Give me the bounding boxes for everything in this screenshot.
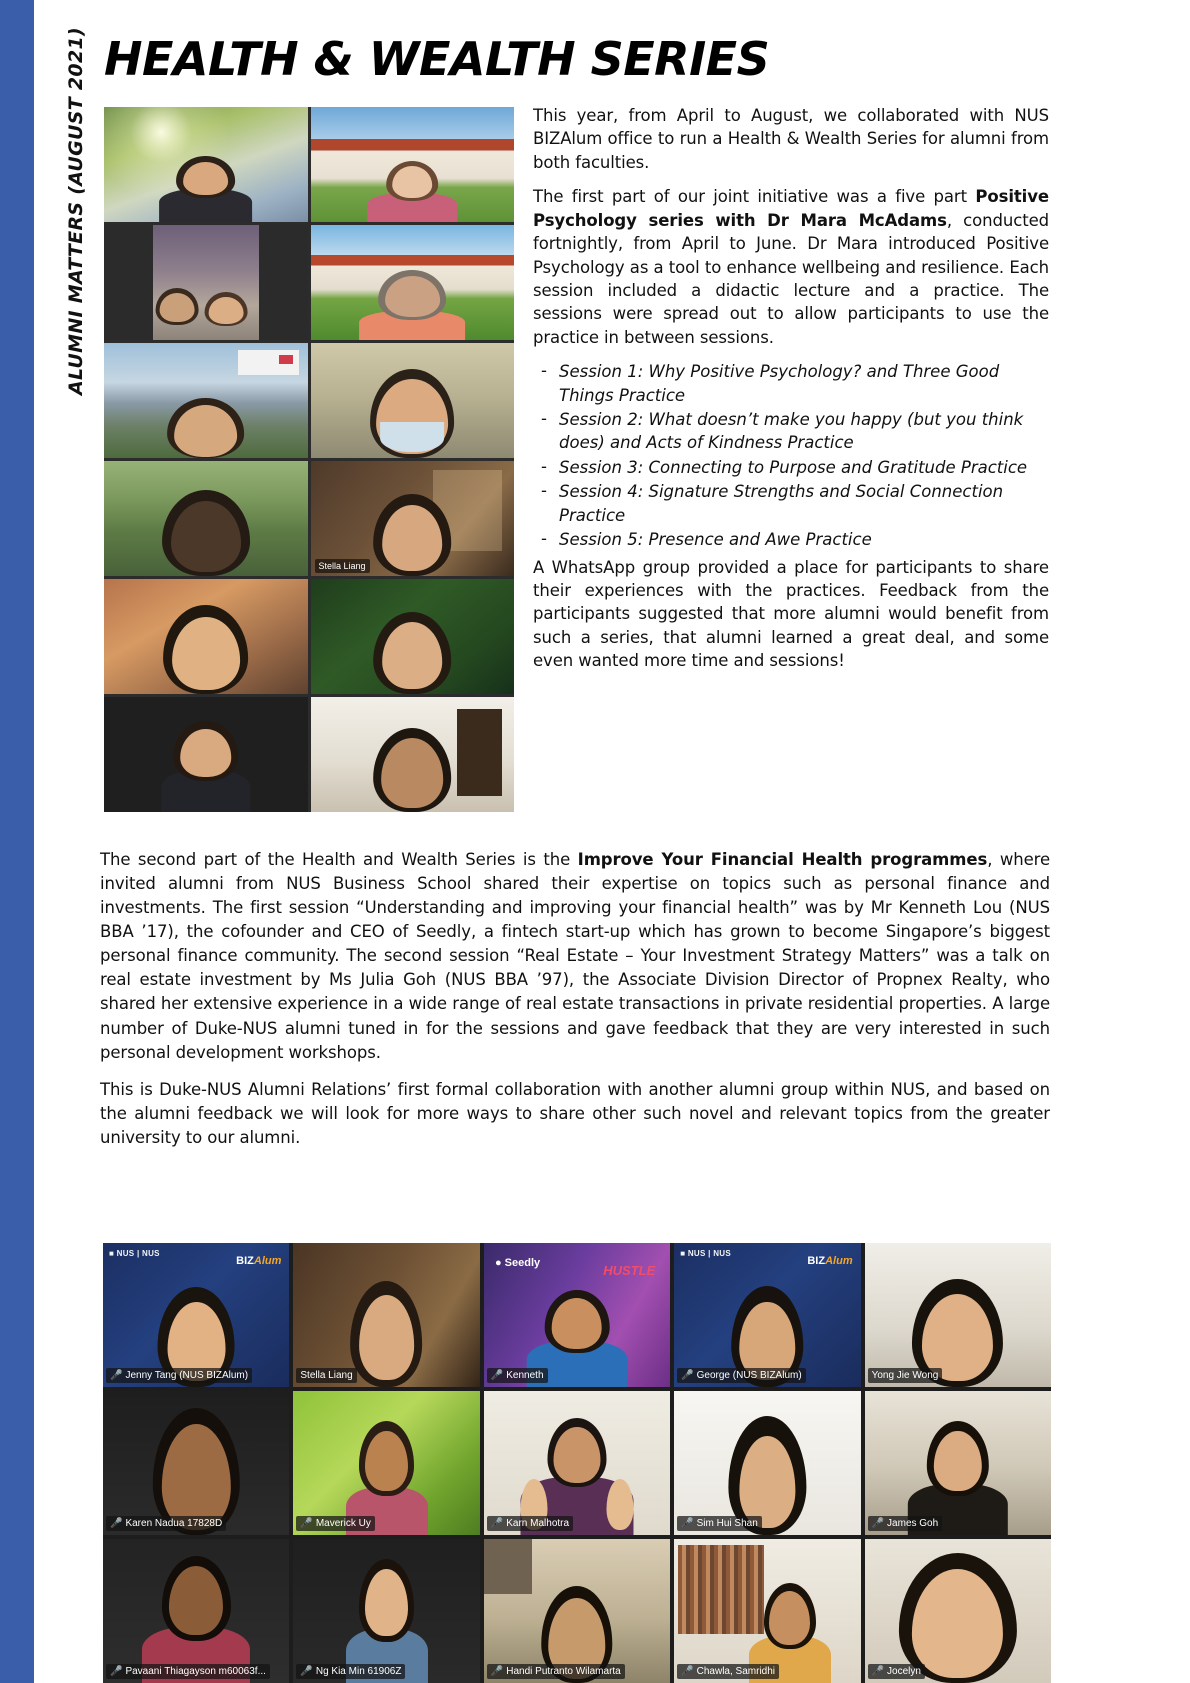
- tile-person: [365, 491, 459, 576]
- collage-tile: [104, 225, 308, 340]
- collage-tile: [104, 579, 308, 694]
- bottom-photo-collage: [103, 1243, 1051, 1683]
- positive-psychology-paragraph: [533, 185, 1049, 349]
- tile-name-label: 🎤 Jocelyn: [868, 1664, 925, 1679]
- nus-logo: ■ NUS | NUS: [109, 1249, 160, 1258]
- collage-tile: [311, 343, 515, 458]
- tile-person: [359, 364, 465, 458]
- financial-health-paragraph: [100, 848, 1050, 1065]
- tile-person: [365, 155, 459, 222]
- zoom-tile: [865, 1539, 1051, 1683]
- tile-person: [155, 396, 257, 458]
- mic-icon: 🎤: [681, 1370, 694, 1381]
- tile-name-label: 🎤 Karen Nadua 17828D: [106, 1516, 226, 1531]
- session-list-item: - Session 3: Connecting to Purpose and Gratitude Practice: [533, 456, 1049, 479]
- tile-person: [365, 607, 459, 694]
- mic-icon: 🎤: [681, 1518, 694, 1529]
- collage-tile-stella: [311, 461, 515, 576]
- mic-icon: 🎤: [300, 1518, 313, 1529]
- tile-person: [153, 600, 259, 694]
- mic-icon: 🎤: [871, 1666, 885, 1677]
- tile-name-label: 🎤 James Goh: [868, 1516, 943, 1531]
- fh-text-post: , where invited alumni from NUS Business School shared their expertise on topics such as personal finance and investments. The first session “Understanding and improving your financial health” was by Mr Kenneth Lou (NUS BBA ’17), the cofounder and CEO of Seedly, a fintech start-up which has grown to become Singapore’s biggest personal finance community. The second session “Real Estate – Your Investment Strategy Matters” was a talk on real estate investment by Ms Julia Goh (NUS BBA ’97), the Associate Division Director of Propnex Realty, who shared her extensive experience in a wide range of real estate transactions in private residential properties. A large number of Duke-NUS alumni tuned in for the sessions and gave feedback that they are very interested in such personal development workshops.: [100, 850, 1050, 1062]
- tile-person: [153, 285, 202, 340]
- whatsapp-paragraph: A WhatsApp group provided a place for participants to share their experiences with the practices. Feedback from the participants suggested that more alumni would benefit from such a series, that alumni learned a great deal, and some even wanted more time and sessions!: [533, 557, 1049, 671]
- session-list-item: - Session 2: What doesn’t make you happy (but you think does) and Acts of Kindness Practice: [533, 408, 1049, 455]
- tile-name-label: 🎤 Pavaani Thiagayson m60063f...: [106, 1664, 270, 1679]
- bizalum-logo: BIZAlum: [807, 1255, 853, 1267]
- publication-issue-label: ALUMNI MATTERS (AUGUST 2021): [65, 27, 87, 395]
- tile-person-2: [202, 287, 251, 340]
- tile-name-label: 🎤 Ng Kia Min 61906Z: [296, 1664, 405, 1679]
- mic-icon: 🎤: [490, 1370, 504, 1381]
- tile-name-label: 🎤 Kenneth: [487, 1368, 548, 1383]
- tile-name-label: 🎤 Maverick Uy: [296, 1516, 374, 1531]
- tile-person: [891, 1548, 1025, 1683]
- intro-paragraph: This year, from April to August, we collaborated with NUS BIZAlum office to run a Health & Wealth Series for alumni from both faculties.: [533, 106, 1049, 172]
- zoom-tile: [293, 1391, 479, 1535]
- tile-name-label: Stella Liang: [315, 559, 370, 573]
- collage-tile: [311, 697, 515, 812]
- fh-text-bold: Improve Your Financial Health programmes: [577, 850, 988, 869]
- session-list-item: - Session 5: Presence and Awe Practice: [533, 528, 1049, 551]
- tile-name-label: 🎤 Karn Malhotra: [487, 1516, 573, 1531]
- mic-icon: 🎤: [681, 1666, 694, 1677]
- top-photo-collage: [104, 107, 514, 812]
- mic-icon: 🎤: [871, 1518, 885, 1529]
- collage-tile: [104, 461, 308, 576]
- nus-logo: ■ NUS | NUS: [680, 1249, 732, 1258]
- pp-text-post: , conducted fortnightly, from April to June. Dr Mara introduced Positive Psychology as a tool to enhance wellbeing and resilience. Each session included a didactic lecture and a practice. The sessions were spread out to allow participants to use the practice in between sessions.: [533, 210, 1049, 347]
- tile-person: [359, 264, 465, 340]
- zoom-tile: [674, 1391, 860, 1535]
- zoom-tile: [674, 1243, 860, 1387]
- collage-tile: [104, 107, 308, 222]
- collage-tile: [311, 225, 515, 340]
- sidebar-blue-bar: [0, 0, 34, 1683]
- zoom-tile: [103, 1391, 289, 1535]
- zoom-tile: ● Seedly HUSTLE 🎤 Kenneth: [484, 1243, 670, 1387]
- tile-name-label: 🎤 Chawla, Samridhi: [677, 1664, 779, 1679]
- zoom-tile-active: [293, 1243, 479, 1387]
- tile-person: [153, 151, 259, 222]
- mic-icon: 🎤: [490, 1666, 504, 1677]
- zoom-tile: [865, 1391, 1051, 1535]
- article-right-column: [533, 104, 1049, 684]
- session-list: [533, 360, 1049, 551]
- mic-icon: 🎤: [110, 1370, 123, 1381]
- sidebar-label-container: [34, 0, 86, 470]
- mic-icon: 🎤: [110, 1518, 123, 1529]
- tile-name-label: 🎤 Sim Hui Shan: [677, 1516, 762, 1531]
- article-full-width-section: [100, 848, 1050, 1163]
- mic-icon: 🎤: [110, 1666, 123, 1677]
- session-list-item: - Session 1: Why Positive Psychology? and Three Good Things Practice: [533, 360, 1049, 407]
- page-title: HEALTH & WEALTH SERIES: [104, 32, 770, 86]
- tile-name-label: Stella Liang: [296, 1368, 356, 1383]
- pp-text-pre: The first part of our joint initiative was a five part: [533, 187, 976, 207]
- collage-tile: [311, 107, 515, 222]
- tile-person: [363, 722, 461, 812]
- bizalum-logo: BIZAlum: [236, 1255, 282, 1267]
- tile-name-label: 🎤 Handi Putranto Wilamarta: [487, 1664, 625, 1679]
- mic-icon: 🎤: [490, 1518, 504, 1529]
- zoom-tile: [865, 1243, 1051, 1387]
- zoom-tile: [103, 1539, 289, 1683]
- zoom-tile: [484, 1539, 670, 1683]
- collage-tile: [104, 343, 308, 458]
- tile-name-label: 🎤 Jenny Tang (NUS BIZAlum): [106, 1368, 252, 1383]
- closing-paragraph: This is Duke-NUS Alumni Relations’ first formal collaboration with another alumni group within NUS, and based on the alumni feedback we will look for more ways to share other such novel and relevant topics from the greater university to our alumni.: [100, 1079, 1050, 1147]
- tile-name-label: 🎤 George (NUS BIZAlum): [677, 1368, 805, 1383]
- fh-text-pre: The second part of the Health and Wealth Series is the: [100, 850, 578, 869]
- zoom-tile: [103, 1243, 289, 1387]
- tile-person: [161, 715, 251, 812]
- mic-icon: 🎤: [300, 1666, 313, 1677]
- zoom-tile: [484, 1391, 670, 1535]
- zoom-tile: [674, 1539, 860, 1683]
- tile-person: [151, 486, 261, 576]
- pp-text-bold: Positive Psychology series with Dr Mara McAdams: [533, 187, 1049, 230]
- zoom-tile: [293, 1539, 479, 1683]
- collage-tile: [311, 579, 515, 694]
- session-list-item: - Session 4: Signature Strengths and Social Connection Practice: [533, 480, 1049, 527]
- tile-name-label: Yong Jie Wong: [868, 1368, 943, 1383]
- collage-tile: [104, 697, 308, 812]
